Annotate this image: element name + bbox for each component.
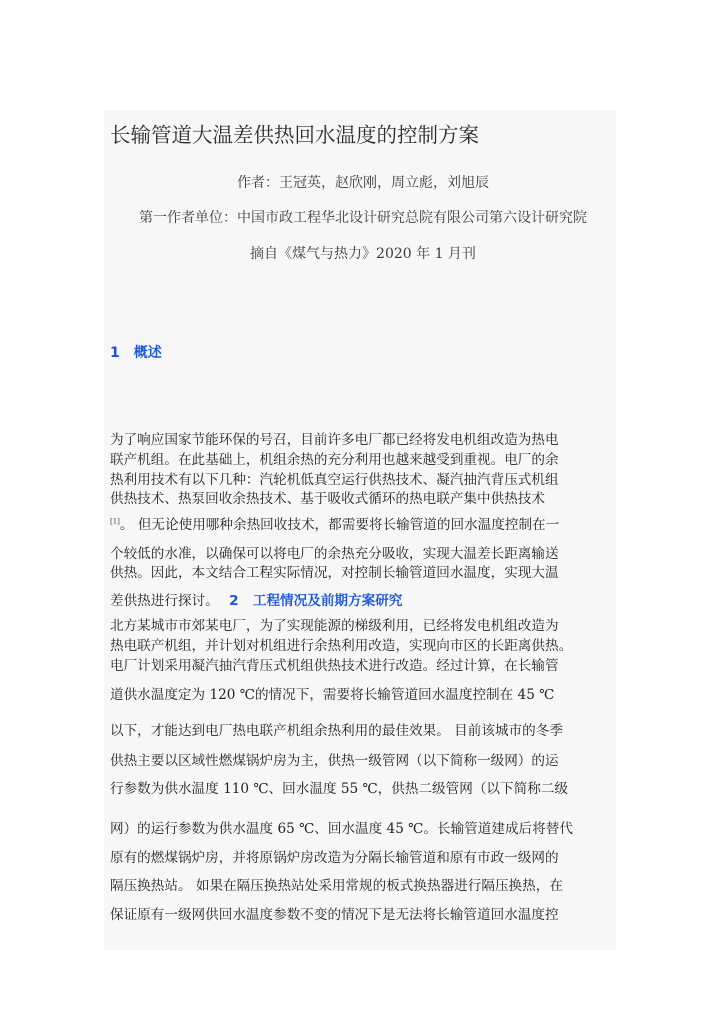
body-line: 供热。因此，本文结合工程实际情况，对控制长输管道回水温度，实现大温 (110, 565, 559, 581)
body-line: 保证原有一级网供回水温度参数不变的情况下是无法将长输管道回水温度控 (110, 907, 559, 923)
authors-line: 作者：王冠英，赵欣刚，周立彪，刘旭辰 (237, 175, 489, 191)
body-line: 以下，才能达到电厂热电联产机组余热利用的最佳效果。 目前该城市的冬季 (110, 723, 563, 739)
body-line: 联产机组。在此基础上，机组余热的充分利用也越来越受到重视。电厂的余 (110, 452, 559, 468)
body-line: 个较低的水准，以确保可以将电厂的余热充分吸收，实现大温差长距离输送 (110, 546, 559, 562)
body-line: 隔压换热站。 如果在隔压换热站处采用常规的板式换热器进行隔压换热，在 (110, 878, 563, 894)
body-line: 供热技术、热泵回收余热技术、基于吸收式循环的热电联产集中供热技术 (110, 491, 545, 507)
body-line: 热利用技术有以下几种：汽轮机低真空运行供热技术、凝汽抽汽背压式机组 (110, 472, 559, 488)
section-2-title: 工程情况及前期方案研究 (252, 593, 403, 609)
body-line: 热电联产机组，并计划对机组进行余热利用改造，实现向市区的长距离供热。 (110, 638, 573, 654)
body-line: 供热主要以区域性燃煤锅炉房为主，供热一级管网（以下简称一级网）的运 (110, 753, 559, 769)
body-line-with-heading (110, 589, 402, 609)
body-line: 。 但无论使用哪种余热回收技术，都需要将长输管道的回水温度控制在一 (119, 517, 560, 533)
body-line: 差供热进行探讨。 (110, 593, 219, 609)
body-line: 北方某城市市郊某电厂，为了实现能源的梯级利用，已经将发电机组改造为 (110, 618, 559, 634)
body-line: 网）的运行参数为供水温度 65 ℃、回水温度 45 ℃。长输管道建成后将替代 (110, 821, 573, 837)
body-line: 原有的燃煤锅炉房，并将原锅炉房改造为分隔长输管道和原有市政一级网的 (110, 850, 559, 866)
citation-marker: [1] (110, 517, 120, 526)
body-line-with-citation (110, 513, 559, 533)
section-1-title: 概述 (133, 345, 162, 361)
section-2-number: 2 (229, 593, 239, 609)
body-line: 为了响应国家节能环保的号召，目前许多电厂都已经将发电机组改造为热电 (110, 432, 559, 448)
document-title: 长输管道大温差供热回水温度的控制方案 (110, 123, 479, 147)
body-line: 道供水温度定为 120 ℃的情况下，需要将长输管道回水温度控制在 45 ℃ (110, 687, 555, 703)
section-1-heading (110, 342, 162, 362)
body-line: 电厂计划采用凝汽抽汽背压式机组供热技术进行改造。经过计算，在长输管 (110, 658, 559, 674)
body-line: 行参数为供水温度 110 ℃、回水温度 55 ℃，供热二级管网（以下简称二级 (110, 781, 568, 797)
affiliation-line: 第一作者单位：中国市政工程华北设计研究总院有限公司第六设计研究院 (139, 210, 587, 226)
source-line: 摘自《煤气与热力》2020 年 1 月刊 (250, 246, 476, 262)
section-1-number: 1 (110, 345, 120, 361)
